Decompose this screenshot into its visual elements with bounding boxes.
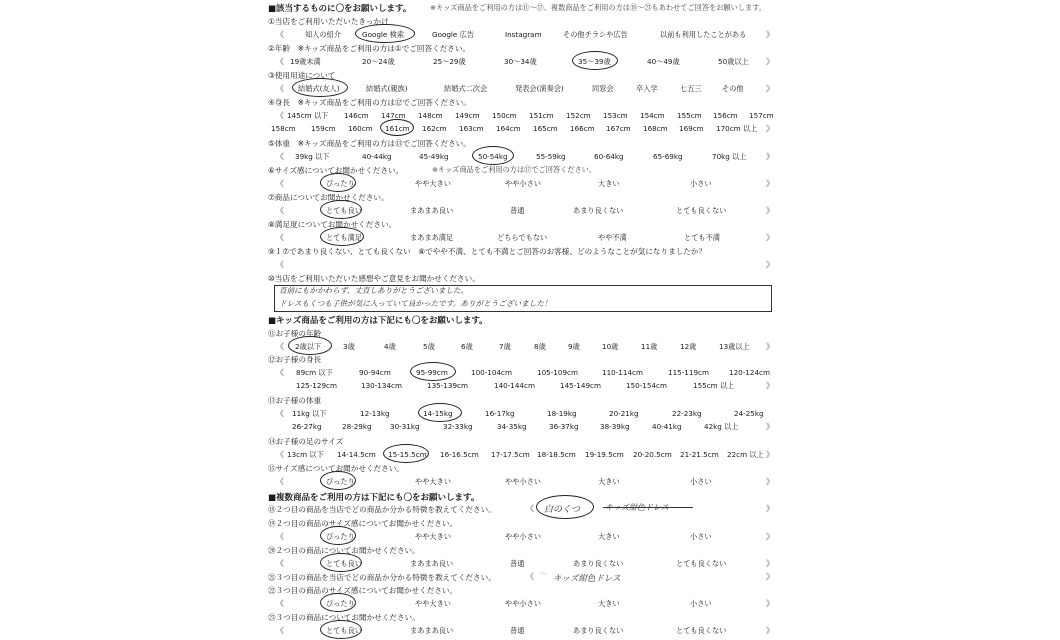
fit-opt-3: やや小さい bbox=[505, 179, 541, 188]
answer-circle bbox=[292, 78, 348, 97]
q14-opt: 14-14.5cm bbox=[337, 450, 376, 459]
q13-opt: 30-31kg bbox=[390, 422, 420, 431]
q3-opt-1: 結婚式(友人) bbox=[298, 84, 340, 93]
q4-opt: 160cm bbox=[348, 124, 373, 133]
bracket-right: 》 bbox=[766, 84, 774, 93]
eval-opt-3: 普通 bbox=[510, 206, 525, 215]
q3-opt-8: その他 bbox=[722, 84, 744, 93]
fit-opt-5: 小さい bbox=[690, 599, 712, 608]
q12-opt: 105-109cm bbox=[537, 368, 578, 377]
fit-opt-3: やや小さい bbox=[505, 532, 541, 541]
bracket-right: 》 bbox=[766, 504, 774, 513]
bracket-right: 》 bbox=[766, 450, 774, 459]
q12-opt: 89cm 以下 bbox=[296, 368, 333, 377]
q4-opt: 157cm bbox=[749, 111, 774, 120]
q3-opt-7: 七五三 bbox=[680, 84, 702, 93]
q4-opt: 153cm bbox=[603, 111, 628, 120]
q5-opt-6: 60-64kg bbox=[594, 152, 624, 161]
q13-opt: 36-37kg bbox=[549, 422, 579, 431]
bracket-right: 》 bbox=[766, 559, 774, 568]
fit-opt-3: やや小さい bbox=[505, 477, 541, 486]
q14-opt: 22cm 以上 bbox=[727, 450, 764, 459]
bracket-left: 《 bbox=[276, 233, 284, 242]
fit-opt-2: やや大きい bbox=[415, 179, 451, 188]
fit-opt-1: ぴったり bbox=[326, 599, 355, 608]
bracket-left: 《 bbox=[276, 409, 284, 418]
fit-opt-1: ぴったり bbox=[326, 179, 355, 188]
q14-opt: 18-18.5cm bbox=[537, 450, 576, 459]
q11-opt: 9歳 bbox=[568, 342, 580, 351]
q3-opt-6: 卒入学 bbox=[636, 84, 658, 93]
eval-opt-3: 普通 bbox=[510, 626, 525, 635]
bracket-left: 《 bbox=[276, 450, 284, 459]
bracket-right: 》 bbox=[766, 422, 774, 431]
eval-opt-5: とても良くない bbox=[676, 559, 727, 568]
q4-opt: 155cm bbox=[677, 111, 702, 120]
fit-opt-1: ぴったり bbox=[326, 477, 355, 486]
fit-opt-5: 小さい bbox=[690, 179, 712, 188]
section-header-main: ■該当するものに〇をお願いします。 bbox=[268, 4, 412, 14]
bracket-right: 》 bbox=[766, 152, 774, 161]
q4-opt: 161cm bbox=[385, 124, 410, 133]
q13-opt: 40-41kg bbox=[652, 422, 682, 431]
q1-opt-5: その他チラシや広告 bbox=[563, 30, 628, 39]
q11-opt: 7歳 bbox=[499, 342, 511, 351]
faint-scribble: 〰 bbox=[540, 570, 547, 578]
bracket-right: 》 bbox=[766, 179, 774, 188]
q4-opt: 166cm bbox=[570, 124, 595, 133]
answer-circle bbox=[383, 444, 429, 463]
fit-opt-4: 大きい bbox=[598, 179, 620, 188]
q1-label: ①当店をご利用いただいたきっかけ bbox=[268, 17, 389, 26]
q6-note: ※キッズ商品をご利用の方は⑰でご回答ください。 bbox=[432, 165, 597, 174]
bracket-right: 》 bbox=[766, 381, 774, 390]
q14-label: ⑭お子様の足のサイズ bbox=[268, 437, 344, 446]
bracket-left: 《 bbox=[276, 57, 284, 66]
q2-opt-5: 35〜39歳 bbox=[578, 57, 611, 66]
q4-opt: 164cm bbox=[496, 124, 521, 133]
answer-circle bbox=[320, 227, 364, 246]
bracket-right: 》 bbox=[766, 233, 774, 242]
q1-opt-4: Instagram bbox=[505, 30, 542, 39]
answer-circle bbox=[410, 362, 456, 381]
sat-opt-3: どちらでもない bbox=[497, 233, 548, 242]
bracket-left: 《 bbox=[276, 342, 284, 351]
answer-circle bbox=[380, 119, 414, 136]
answer-circle bbox=[288, 336, 332, 355]
q2-opt-7: 50歳以上 bbox=[718, 57, 749, 66]
q21-answer: キッズ紺色ドレス bbox=[553, 574, 621, 584]
q4-opt: 163cm bbox=[459, 124, 484, 133]
answer-circle bbox=[572, 51, 618, 70]
fit-opt-1: ぴったり bbox=[326, 532, 355, 541]
q3-opt-2: 結婚式(親族) bbox=[366, 84, 408, 93]
q18-answer: 白のくつ bbox=[544, 505, 581, 515]
bracket-left: 《 bbox=[276, 30, 284, 39]
answer-circle bbox=[536, 495, 594, 519]
answer-circle bbox=[320, 526, 356, 545]
q11-opt: 3歳 bbox=[343, 342, 355, 351]
bracket-right: 》 bbox=[766, 342, 774, 351]
fit-opt-2: やや大きい bbox=[415, 599, 451, 608]
eval-opt-5: とても良くない bbox=[676, 206, 727, 215]
fit-opt-2: やや大きい bbox=[415, 477, 451, 486]
q11-opt: 12歳 bbox=[680, 342, 697, 351]
q3-opt-5: 同窓会 bbox=[592, 84, 614, 93]
q1-opt-1: 知人の紹介 bbox=[305, 30, 341, 39]
fit-opt-5: 小さい bbox=[690, 532, 712, 541]
q3-opt-4: 発表会(演奏会) bbox=[515, 84, 564, 93]
q12-opt: 115-119cm bbox=[668, 368, 709, 377]
q13-opt: 24-25kg bbox=[734, 409, 764, 418]
q12-opt: 140-144cm bbox=[494, 381, 535, 390]
fit-opt-5: 小さい bbox=[690, 477, 712, 486]
fit-opt-4: 大きい bbox=[598, 477, 620, 486]
answer-circle bbox=[320, 471, 356, 490]
eval-opt-2: まあまあ良い bbox=[410, 559, 454, 568]
q21-label: ㉑３つ目の商品を当店でどの商品か分かる特徴を教えてください。 bbox=[268, 573, 496, 582]
q12-opt: 135-139cm bbox=[427, 381, 468, 390]
bracket-right: 》 bbox=[766, 57, 774, 66]
sat-opt-1: とても満足 bbox=[326, 233, 362, 242]
q9-label: ⑨１⑦であまり良くない、とても良くない ⑧でやや不満、とても不満とご回答のお客様、どのようなことが気になりましたか？ bbox=[268, 247, 707, 256]
q12-opt: 155cm 以上 bbox=[693, 381, 735, 390]
answer-circle bbox=[320, 553, 362, 572]
q4-opt: 158cm bbox=[271, 124, 296, 133]
q12-opt: 150-154cm bbox=[626, 381, 667, 390]
eval-opt-4: あまり良くない bbox=[573, 559, 624, 568]
q13-opt: 42kg 以上 bbox=[704, 422, 739, 431]
sat-opt-5: とても不満 bbox=[684, 233, 720, 242]
answer-circle bbox=[320, 200, 362, 219]
answer-circle bbox=[320, 173, 356, 192]
bracket-right: 》 bbox=[766, 477, 774, 486]
bracket-left: 《 bbox=[276, 206, 284, 215]
q14-opt: 21-21.5cm bbox=[680, 450, 719, 459]
q14-opt: 19-19.5cm bbox=[585, 450, 624, 459]
eval-opt-4: あまり良くない bbox=[573, 206, 624, 215]
q13-opt: 32-33kg bbox=[443, 422, 473, 431]
eval-opt-1: とても良い bbox=[326, 559, 362, 568]
q5-opt-2: 40-44kg bbox=[362, 152, 392, 161]
q4-opt: 167cm bbox=[606, 124, 631, 133]
q5-opt-1: 39kg 以下 bbox=[295, 152, 330, 161]
answer-circle bbox=[320, 593, 356, 612]
q11-opt: 10歳 bbox=[602, 342, 619, 351]
handwritten-comment-2: ドレスもくつも子供が気に入っていて良かったです。ありがとうございました！ bbox=[279, 299, 552, 308]
bracket-left: 《 bbox=[276, 368, 284, 377]
q2-opt-2: 20〜24歳 bbox=[362, 57, 395, 66]
q11-label: ⑪お子様の年齢 bbox=[268, 329, 322, 338]
q2-opt-4: 30〜34歳 bbox=[504, 57, 537, 66]
q11-opt: 5歳 bbox=[423, 342, 435, 351]
q2-opt-1: 19歳未満 bbox=[290, 57, 321, 66]
q11-opt: 13歳以上 bbox=[719, 342, 750, 351]
q13-opt: 20-21kg bbox=[609, 409, 639, 418]
q11-opt: 11歳 bbox=[641, 342, 658, 351]
q13-opt: 34-35kg bbox=[497, 422, 527, 431]
q5-opt-5: 55-59kg bbox=[536, 152, 566, 161]
q12-opt: 90-94cm bbox=[359, 368, 391, 377]
q7-label: ⑦商品についてお聞かせください。 bbox=[268, 193, 389, 202]
sat-opt-4: やや不満 bbox=[598, 233, 627, 242]
q4-opt: 169cm bbox=[679, 124, 704, 133]
q13-opt: 14-15kg bbox=[423, 409, 453, 418]
bracket-right: 》 bbox=[766, 532, 774, 541]
q12-opt: 145-149cm bbox=[560, 381, 601, 390]
q6-label: ⑥サイズ感についてお聞かせください。 bbox=[268, 166, 404, 175]
q4-opt: 152cm bbox=[566, 111, 591, 120]
q4-opt: 156cm bbox=[713, 111, 738, 120]
bracket-left: 《 bbox=[276, 477, 284, 486]
eval-opt-2: まあまあ良い bbox=[410, 206, 454, 215]
q13-opt: 26-27kg bbox=[292, 422, 322, 431]
q5-opt-8: 70kg 以上 bbox=[712, 152, 747, 161]
q4-label: ④身長 ※キッズ商品をご利用の方は⑫でご回答ください。 bbox=[268, 98, 471, 107]
answer-circle bbox=[418, 403, 462, 422]
q14-opt: 20-20.5cm bbox=[633, 450, 672, 459]
q12-opt: 125-129cm bbox=[296, 381, 337, 390]
q13-label: ⑬お子様の体重 bbox=[268, 396, 322, 405]
bracket-left: 《 bbox=[526, 504, 534, 513]
answer-circle bbox=[320, 620, 362, 639]
q23-label: ㉓３つ目の商品についてお聞かせください。 bbox=[268, 613, 420, 622]
strike-line bbox=[603, 507, 693, 508]
q15-label: ⑮サイズ感についてお聞かせください。 bbox=[268, 464, 404, 473]
section-header-note: ※キッズ商品をご利用の方は⑪〜⑰、複数商品をご利用の方は⑱〜㉓もあわせてご回答をお願いします。 bbox=[430, 3, 766, 12]
bracket-left: 《 bbox=[276, 260, 284, 269]
bracket-left: 《 bbox=[526, 572, 534, 581]
eval-opt-2: まあまあ良い bbox=[410, 626, 454, 635]
q13-opt: 12-13kg bbox=[360, 409, 390, 418]
bracket-left: 《 bbox=[276, 152, 284, 161]
fit-opt-4: 大きい bbox=[598, 599, 620, 608]
q14-opt: 13cm 以下 bbox=[287, 450, 324, 459]
eval-opt-3: 普通 bbox=[510, 559, 525, 568]
q4-opt: 147cm bbox=[381, 111, 406, 120]
q12-opt: 100-104cm bbox=[471, 368, 512, 377]
q13-opt: 18-19kg bbox=[547, 409, 577, 418]
q20-label: ⑳２つ目の商品についてお聞かせください。 bbox=[268, 546, 420, 555]
q13-opt: 22-23kg bbox=[672, 409, 702, 418]
q4-opt: 162cm bbox=[422, 124, 447, 133]
q2-opt-3: 25〜29歳 bbox=[433, 57, 466, 66]
q3-label: ③使用用途について bbox=[268, 71, 336, 80]
q2-label: ②年齢 ※キッズ商品をご利用の方は①でご回答ください。 bbox=[268, 44, 471, 53]
q2-opt-6: 40〜49歳 bbox=[647, 57, 680, 66]
q4-opt: 170cm 以上 bbox=[716, 124, 758, 133]
q4-opt: 168cm bbox=[643, 124, 668, 133]
handwritten-comment-1: 直前にもかかわらず、丈直しありがとうございました。 bbox=[279, 286, 469, 295]
q11-opt: 2歳以下 bbox=[295, 342, 322, 351]
q12-opt: 95-99cm bbox=[416, 368, 448, 377]
bracket-left: 《 bbox=[276, 179, 284, 188]
q11-opt: 8歳 bbox=[534, 342, 546, 351]
q8-label: ⑧満足度についてお聞かせください。 bbox=[268, 220, 397, 229]
q12-opt: 120-124cm bbox=[729, 368, 770, 377]
q5-label: ⑤体重 ※キッズ商品をご利用の方は⑬でご回答ください。 bbox=[268, 139, 471, 148]
q5-opt-7: 65-69kg bbox=[653, 152, 683, 161]
q1-opt-3: Google 広告 bbox=[432, 30, 475, 39]
bracket-right: 》 bbox=[766, 206, 774, 215]
q12-opt: 130-134cm bbox=[361, 381, 402, 390]
section-header-kids: ■キッズ商品をご利用の方は下記にも〇をお願いします。 bbox=[268, 316, 488, 326]
eval-opt-5: とても良くない bbox=[676, 626, 727, 635]
bracket-right: 》 bbox=[766, 260, 774, 269]
bracket-left: 《 bbox=[276, 84, 284, 93]
q4-opt: 146cm bbox=[344, 111, 369, 120]
q4-opt: 154cm bbox=[640, 111, 665, 120]
q18-label: ⑱２つ目の商品を当店でどの商品か分かる特徴を教えてください。 bbox=[268, 505, 496, 514]
q11-opt: 4歳 bbox=[384, 342, 396, 351]
q13-opt: 11kg 以下 bbox=[292, 409, 327, 418]
fit-opt-4: 大きい bbox=[598, 532, 620, 541]
q4-opt: 145cm 以下 bbox=[287, 111, 329, 120]
q14-opt: 16-16.5cm bbox=[440, 450, 479, 459]
q4-opt: 165cm bbox=[533, 124, 558, 133]
bracket-left: 《 bbox=[276, 532, 284, 541]
q14-opt: 15-15.5cm bbox=[388, 450, 427, 459]
bracket-right: 》 bbox=[766, 626, 774, 635]
q19-label: ⑲２つ目の商品のサイズ感についてお聞かせください。 bbox=[268, 519, 458, 528]
sat-opt-2: まあまあ満足 bbox=[410, 233, 454, 242]
q5-opt-3: 45-49kg bbox=[419, 152, 449, 161]
q5-opt-4: 50-54kg bbox=[478, 152, 508, 161]
answer-circle bbox=[355, 24, 415, 43]
q13-opt: 16-17kg bbox=[485, 409, 515, 418]
bracket-right: 》 bbox=[766, 572, 774, 581]
bracket-left: 《 bbox=[276, 599, 284, 608]
q10-label: ⑩当店をご利用いただいた感想やご意見をお聞かせください。 bbox=[268, 274, 480, 283]
section-header-multi: ■複数商品をご利用の方は下記にも〇をお願いします。 bbox=[268, 493, 480, 503]
q11-opt: 6歳 bbox=[461, 342, 473, 351]
q12-label: ⑫お子様の身長 bbox=[268, 355, 322, 364]
q1-opt-6: 以前も利用したことがある bbox=[660, 30, 747, 39]
q4-opt: 159cm bbox=[311, 124, 336, 133]
bracket-right: 》 bbox=[766, 124, 774, 133]
q4-opt: 149cm bbox=[455, 111, 480, 120]
q22-label: ㉒３つ目の商品のサイズ感についてお聞かせください。 bbox=[268, 586, 458, 595]
answer-circle bbox=[472, 146, 514, 165]
q12-opt: 110-114cm bbox=[602, 368, 643, 377]
q4-opt: 151cm bbox=[529, 111, 554, 120]
bracket-right: 》 bbox=[766, 599, 774, 608]
q4-opt: 150cm bbox=[492, 111, 517, 120]
q13-opt: 28-29kg bbox=[342, 422, 372, 431]
eval-opt-1: とても良い bbox=[326, 206, 362, 215]
fit-opt-2: やや大きい bbox=[415, 532, 451, 541]
eval-opt-4: あまり良くない bbox=[573, 626, 624, 635]
bracket-right: 》 bbox=[766, 30, 774, 39]
bracket-left: 《 bbox=[276, 559, 284, 568]
q3-opt-3: 結婚式二次会 bbox=[444, 84, 488, 93]
bracket-left: 《 bbox=[276, 626, 284, 635]
bracket-left: 《 bbox=[276, 111, 284, 120]
q13-opt: 38-39kg bbox=[600, 422, 630, 431]
fit-opt-3: やや小さい bbox=[505, 599, 541, 608]
q4-opt: 148cm bbox=[418, 111, 443, 120]
q14-opt: 17-17.5cm bbox=[491, 450, 530, 459]
eval-opt-1: とても良い bbox=[326, 626, 362, 635]
q1-opt-2: Google 検索 bbox=[362, 30, 405, 39]
